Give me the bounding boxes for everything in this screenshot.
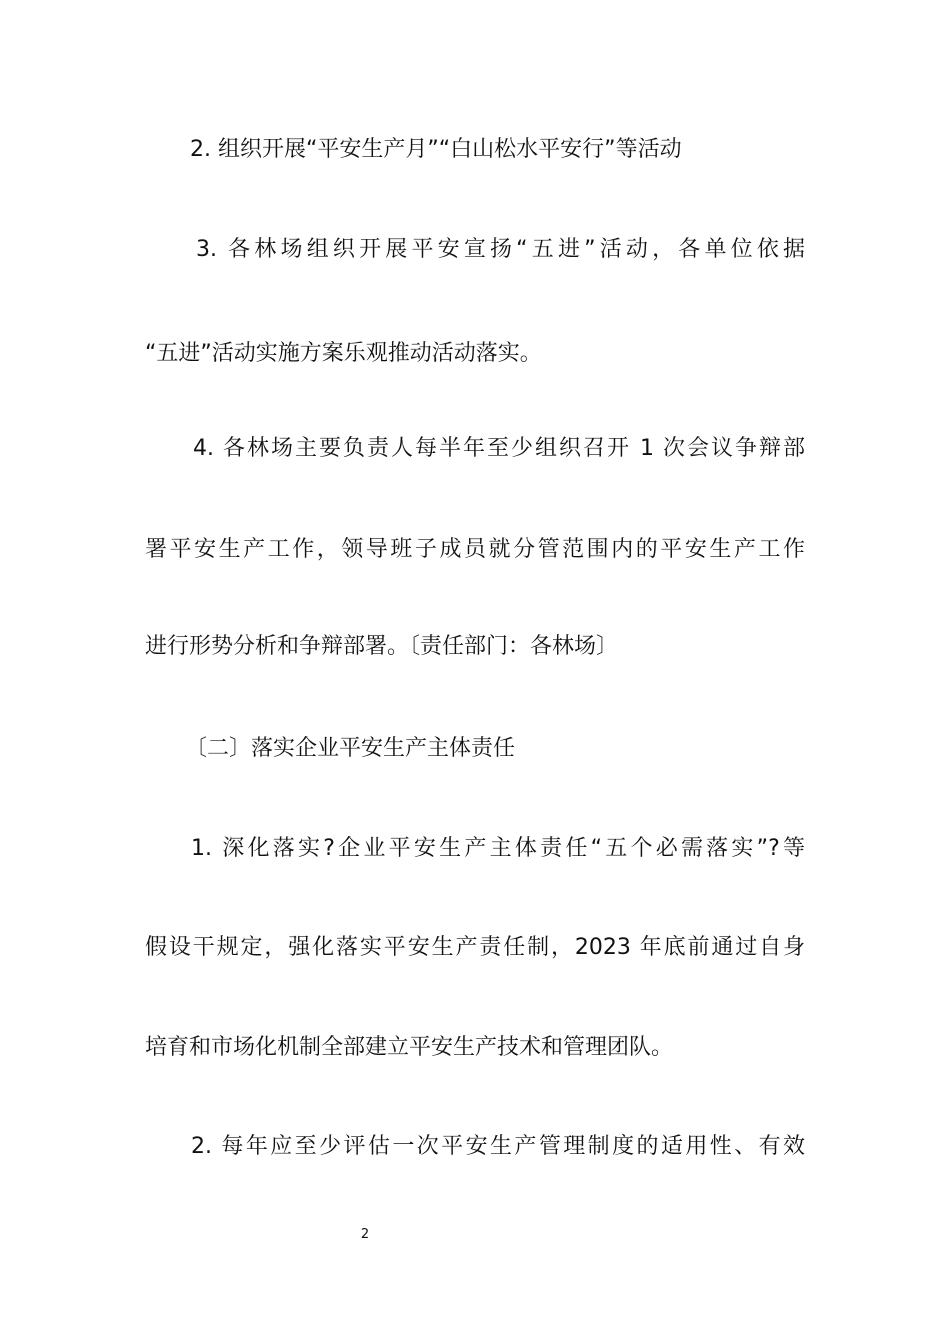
paragraph-line: 2. 组织开展“平安生产月”“白山松水平安行”等活动 bbox=[190, 137, 682, 162]
paragraph-line: “五进”活动实施方案乐观推动活动落实。 bbox=[145, 341, 542, 366]
paragraph-line: 假设干规定，强化落实平安生产责任制，2023 年底前通过自身 bbox=[145, 935, 805, 960]
paragraph-line: 培育和市场化机制全部建立平安生产技术和管理团队。 bbox=[145, 1035, 674, 1060]
paragraph-line: 1. 深化落实?企业平安生产主体责任“五个必需落实”?等 bbox=[191, 836, 805, 861]
page-number: 2 bbox=[360, 1227, 370, 1242]
paragraph-line: 4. 各林场主要负责人每半年至少组织召开 1 次会议争辩部 bbox=[193, 436, 805, 461]
paragraph-line: 进行形势分析和争辩部署。〔责任部门：各林场〕 bbox=[145, 634, 619, 659]
paragraph-line: 署平安生产工作，领导班子成员就分管范围内的平安生产工作 bbox=[145, 537, 805, 562]
paragraph-line: 3. 各林场组织开展平安宣扬“五进”活动，各单位依据 bbox=[196, 237, 805, 262]
section-heading: 〔二〕落实企业平安生产主体责任 bbox=[185, 736, 516, 761]
paragraph-line: 2. 每年应至少评估一次平安生产管理制度的适用性、有效 bbox=[191, 1134, 805, 1159]
